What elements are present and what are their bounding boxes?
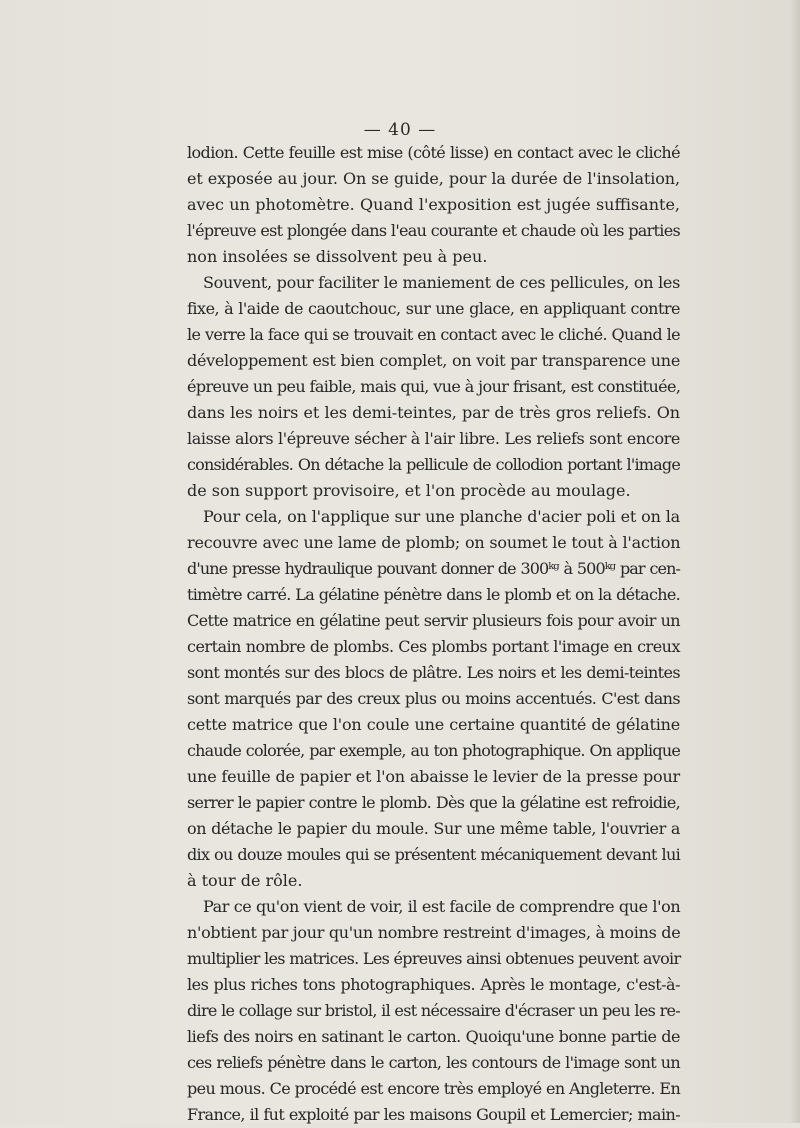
text-line: développement est bien complet, on voit par transparence une [187,351,680,370]
text-line: France, il fut exploité par les maisons Goupil et Lemercier; main- [187,1105,680,1124]
text-line: avec un photomètre. Quand l'exposition est jugée suffisante, [187,195,680,214]
text-line: timètre carré. La gélatine pénètre dans le plomb et on la détache. [187,585,680,604]
text-line: laisse alors l'épreuve sécher à l'air libre. Les reliefs sont encore [187,429,680,448]
text-line: serrer le papier contre le plomb. Dès que la gélatine est refroidie, [187,793,680,812]
text-line: liefs des noirs en satinant le carton. Quoiqu'une bonne partie de [187,1027,680,1046]
text-line: dire le collage sur bristol, il est nécessaire d'écraser un peu les re- [187,1001,680,1020]
text-line: Souvent, pour faciliter le maniement de ces pellicules, on les [203,273,680,292]
text-line: dans les noirs et les demi-teintes, par de très gros reliefs. On [187,403,680,422]
text-line: sont montés sur des blocs de plâtre. Les noirs et les demi-teintes [187,663,680,682]
text-line: de son support provisoire, et l'on procède au moulage. [187,481,631,500]
text-line: à tour de rôle. [187,871,303,890]
text-line: d'une presse hydraulique pouvant donner de 300ᵏᵍ à 500ᵏᵍ par cen- [187,559,680,578]
text-line: lodion. Cette feuille est mise (côté lisse) en contact avec le cliché [187,143,680,162]
text-line: ces reliefs pénètre dans le carton, les contours de l'image sont un [187,1053,680,1072]
text-line: fixe, à l'aide de caoutchouc, sur une glace, en appliquant contre [187,299,680,318]
text-line: n'obtient par jour qu'un nombre restreint d'images, à moins de [187,923,681,942]
page-number: — 40 — [363,120,437,140]
text-line: Par ce qu'on vient de voir, il est facile de comprendre que l'on [203,897,681,916]
body-text [187,140,680,1128]
text-line: multiplier les matrices. Les épreuves ainsi obtenues peuvent avoir [187,949,681,968]
text-line: cette matrice que l'on coule une certaine quantité de gélatine [187,715,680,734]
text-line: certain nombre de plombs. Ces plombs portant l'image en creux [187,637,680,656]
text-line: l'épreuve est plongée dans l'eau courante et chaude où les parties [187,221,680,240]
text-line: non insolées se dissolvent peu à peu. [187,247,488,266]
text-line: peu mous. Ce procédé est encore très employé en Angleterre. En [187,1079,681,1098]
text-line: chaude colorée, par exemple, au ton photographique. On applique [187,741,680,760]
text-line: Pour cela, on l'applique sur une planche d'acier poli et on la [203,507,680,526]
text-line: considérables. On détache la pellicule de collodion portant l'image [187,455,680,474]
text-line: une feuille de papier et l'on abaisse le levier de la presse pour [187,767,680,786]
text-line: le verre la face qui se trouvait en contact avec le cliché. Quand le [187,325,680,344]
text-line: épreuve un peu faible, mais qui, vue à jour frisant, est constituée, [187,377,681,396]
text-line: Cette matrice en gélatine peut servir plusieurs fois pour avoir un [187,611,680,630]
text-line: recouvre avec une lame de plomb; on soumet le tout à l'action [187,533,681,552]
text-line: dix ou douze moules qui se présentent mécaniquement devant lui [187,845,680,864]
text-line: les plus riches tons photographiques. Après le montage, c'est-à- [187,975,680,994]
page-edge-shadow [790,0,800,1123]
text-line: et exposée au jour. On se guide, pour la durée de l'insolation, [187,169,680,188]
text-line: on détache le papier du moule. Sur une même table, l'ouvrier a [187,819,680,838]
text-line: sont marqués par des creux plus ou moins accentués. C'est dans [187,689,680,708]
